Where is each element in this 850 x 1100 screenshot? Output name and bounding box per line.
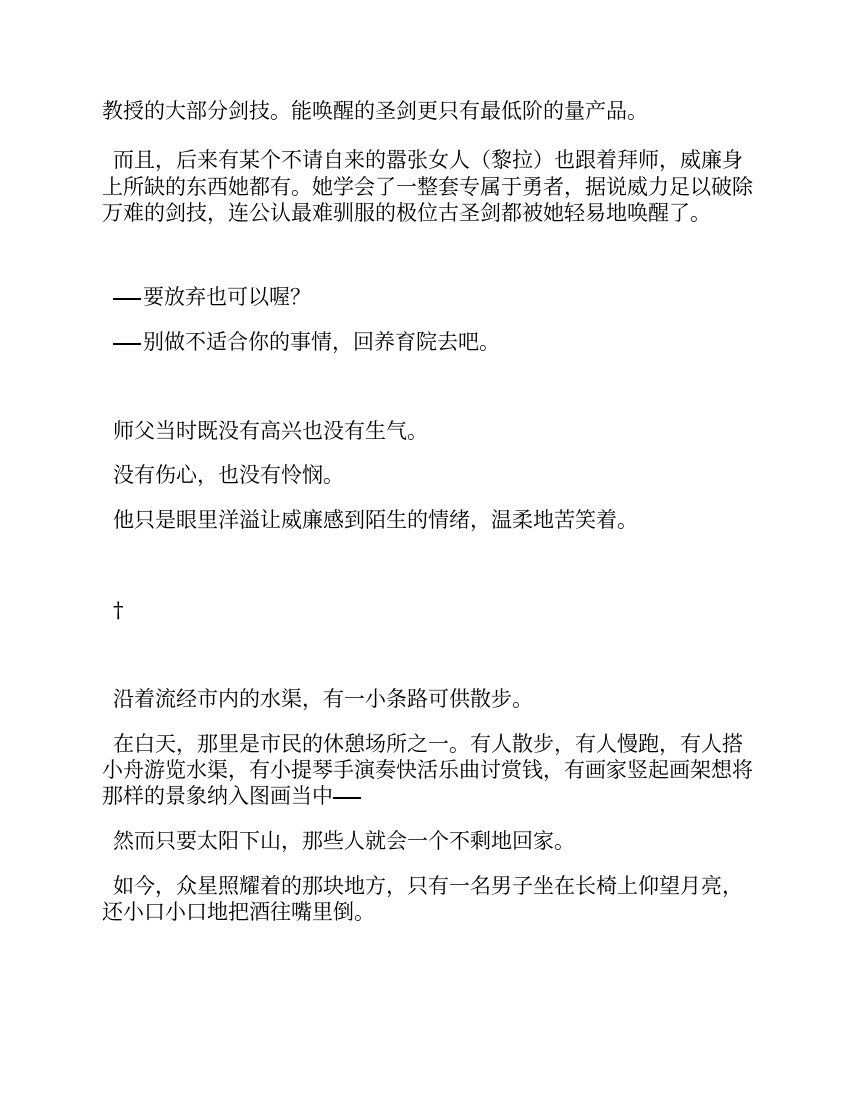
text-line: 上所缺的东西她都有。她学会了一整套专属于勇者，据说威力足以破除 (102, 175, 753, 199)
text-line: 教授的大部分剑技。能唤醒的圣剑更只有最低阶的量产品。 (102, 99, 648, 123)
em-dash (333, 797, 361, 799)
text-line: 在白天，那里是市民的休憩场所之一。有人散步，有人慢跑，有人搭 (113, 732, 743, 756)
em-dash (113, 298, 141, 300)
text-line: 然而只要太阳下山，那些人就会一个不剩地回家。 (113, 829, 575, 853)
section-dagger: † (113, 598, 124, 622)
dialogue-text: 别做不适合你的事情，回养育院去吧。 (143, 330, 500, 354)
text-line: 而且，后来有某个不请自来的嚣张女人（黎拉）也跟着拜师，威廉身 (113, 148, 743, 172)
em-dash (113, 343, 141, 345)
text-line: 师父当时既没有高兴也没有生气。 (113, 419, 428, 443)
dialogue-line (113, 329, 500, 355)
text-line: 他只是眼里洋溢让威廉感到陌生的情绪，温柔地苦笑着。 (113, 508, 638, 532)
text-line: 没有伤心，也没有怜悯。 (113, 463, 344, 487)
text-line: 沿着流经市内的水渠，有一小条路可供散步。 (113, 687, 533, 711)
text-line: 如今，众星照耀着的那块地方，只有一名男子坐在长椅上仰望月亮， (113, 874, 743, 898)
text-line: 万难的剑技，连公认最难驯服的极位古圣剑都被她轻易地唤醒了。 (102, 201, 711, 225)
dialogue-text: 要放弃也可以喔？ (143, 285, 311, 309)
text-line: 还小口小口地把酒往嘴里倒。 (102, 900, 375, 924)
text-line: 小舟游览水渠，有小提琴手演奏快活乐曲讨赏钱，有画家竖起画架想将 (102, 758, 753, 782)
text-line (102, 783, 363, 809)
dialogue-line (113, 284, 311, 310)
text-segment: 那样的景象纳入图画当中 (102, 784, 333, 808)
